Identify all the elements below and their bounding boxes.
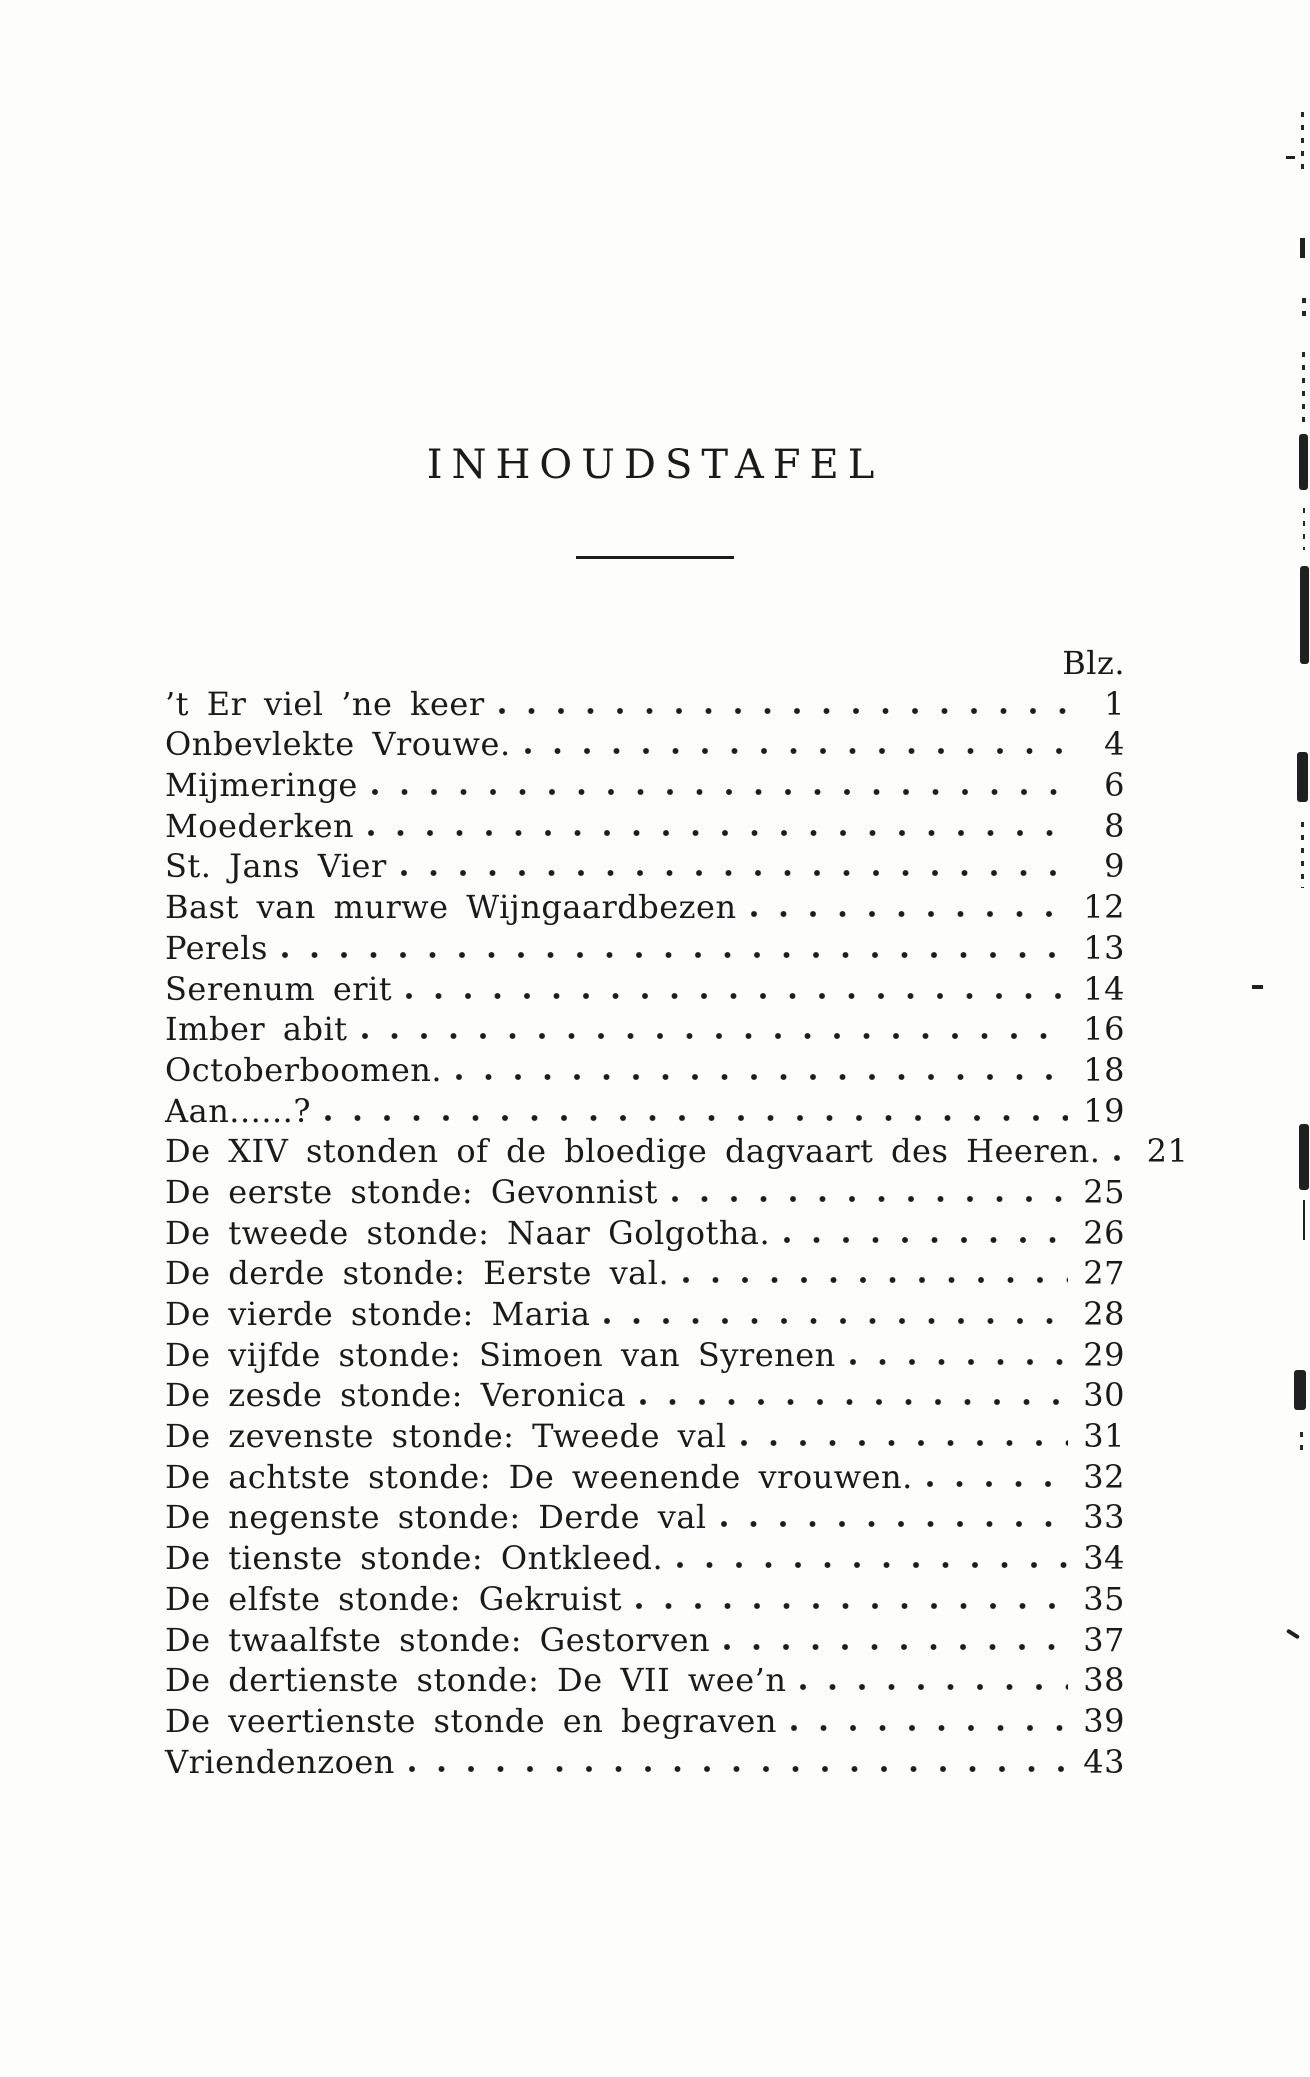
toc-entry: [165, 1213, 1125, 1254]
toc-entry: [165, 1009, 1125, 1050]
scan-artifact: [1303, 508, 1305, 550]
toc-entry-page-number: 21: [1146, 1132, 1189, 1171]
scan-artifact: [1252, 985, 1263, 989]
dot-leader: [635, 1602, 1068, 1610]
toc-entry: [165, 1457, 1125, 1498]
dot-leader: [498, 707, 1068, 715]
toc-entry-title: De veertienste stonde en begraven: [165, 1701, 777, 1740]
toc-entry-title: Mijmeringe: [165, 766, 358, 805]
dot-leader: [676, 1561, 1068, 1569]
toc-entry-title: De negenste stonde: Derde val: [165, 1498, 707, 1537]
toc-entry-title: De vierde stonde: Maria: [165, 1295, 591, 1333]
toc-entry: [165, 1091, 1125, 1132]
toc-entry: [165, 684, 1125, 725]
toc-entry-page-number: 34: [1083, 1539, 1125, 1578]
toc-entry-page-number: 1: [1104, 684, 1125, 723]
toc-entry-page-number: 9: [1104, 847, 1125, 886]
dot-leader: [1113, 1154, 1131, 1162]
toc-entry-title: De dertienste stonde: De VII wee’n: [165, 1661, 787, 1700]
dot-leader: [723, 1643, 1068, 1651]
dot-leader: [720, 1520, 1068, 1528]
toc-entry-page-number: 43: [1083, 1742, 1125, 1781]
toc-entry-title: Octoberboomen.: [165, 1050, 443, 1089]
toc-entry: [165, 806, 1125, 847]
toc-entry-page-number: 29: [1083, 1335, 1125, 1374]
toc-entry-page-number: 18: [1083, 1050, 1125, 1089]
toc-entry: [165, 969, 1125, 1010]
toc-entry: [165, 1579, 1125, 1620]
toc-entry: [165, 846, 1125, 887]
toc-entry: [165, 765, 1125, 806]
toc-entry-page-number: 27: [1083, 1254, 1125, 1293]
dot-leader: [324, 1114, 1068, 1122]
toc-entry-title: Imber abit: [165, 1010, 348, 1049]
dot-leader: [281, 951, 1068, 959]
toc-entry: [165, 1375, 1125, 1416]
toc-entry-title: De zesde stonde: Veronica: [165, 1376, 627, 1415]
toc-content: [165, 643, 1189, 1782]
toc-entry-page-number: 35: [1083, 1579, 1125, 1618]
scan-artifact: [1299, 434, 1308, 490]
dot-leader: [361, 1032, 1068, 1040]
toc-entry-page-number: 14: [1083, 969, 1125, 1008]
toc-entry: [165, 1172, 1125, 1213]
toc-entry-page-number: 12: [1083, 888, 1125, 927]
toc-entry-title: De vijfde stonde: Simoen van Syrenen: [165, 1335, 836, 1374]
dot-leader: [408, 1765, 1068, 1773]
toc-entry-title: Perels: [165, 928, 268, 967]
dot-leader: [790, 1724, 1068, 1732]
dot-leader: [849, 1358, 1068, 1366]
dot-leader: [750, 910, 1068, 918]
dot-leader: [405, 992, 1068, 1000]
toc-entry-title: De achtste stonde: De weenende vrouwen.: [165, 1457, 913, 1496]
toc-entry-page-number: 33: [1083, 1498, 1125, 1537]
scan-artifact: [1300, 566, 1309, 664]
dot-leader: [740, 1439, 1068, 1447]
toc-entry-page-number: 37: [1083, 1620, 1125, 1659]
toc-entry-title: De XIV stonden of de bloedige dagvaart des Heeren.: [165, 1132, 1101, 1171]
toc-entry-title: Bast van murwe Wijngaardbezen: [165, 888, 737, 927]
toc-entry-page-number: 6: [1104, 766, 1125, 805]
toc-entry: [165, 887, 1125, 928]
scan-artifact: [1286, 1629, 1300, 1640]
toc-entry-title: De eerste stonde: Gevonnist: [165, 1172, 658, 1211]
toc-entry-title: De tweede stonde: Naar Golgotha.: [165, 1213, 771, 1252]
dot-leader: [639, 1398, 1068, 1406]
toc-entry-page-number: 8: [1104, 806, 1125, 845]
dot-leader: [671, 1195, 1068, 1203]
dot-leader: [799, 1683, 1068, 1691]
toc-entry-title: De twaalfste stonde: Gestorven: [165, 1620, 711, 1659]
toc-entry: [165, 1742, 1125, 1783]
scan-artifact: [1300, 238, 1305, 258]
toc-entry: [165, 1294, 1125, 1335]
toc-entry-page-number: 28: [1083, 1295, 1125, 1333]
toc-entry-page-number: 39: [1083, 1701, 1125, 1740]
scan-artifact: [1294, 1370, 1306, 1410]
toc-entry-page-number: 26: [1083, 1213, 1125, 1252]
toc-entry: [165, 1497, 1125, 1538]
toc-entry: [165, 1620, 1125, 1661]
scan-artifact: [1300, 1432, 1303, 1458]
toc-entry-page-number: 16: [1083, 1010, 1125, 1049]
dot-leader: [926, 1480, 1068, 1488]
toc-entry-title: Vriendenzoen: [165, 1742, 395, 1781]
dot-leader: [367, 829, 1068, 837]
title-divider: [576, 556, 734, 559]
toc-entry-title: De derde stonde: Eerste val.: [165, 1254, 670, 1293]
toc-entry-page-number: 31: [1083, 1417, 1125, 1456]
page-title: INHOUDSTAFEL: [426, 442, 884, 488]
dot-leader: [783, 1236, 1068, 1244]
toc-entry: [165, 1253, 1125, 1294]
scan-artifact: [1301, 822, 1304, 888]
toc-entry-page-number: 25: [1083, 1172, 1125, 1211]
toc-entry: [165, 1050, 1125, 1091]
toc-entry: [165, 1660, 1125, 1701]
dot-leader: [603, 1317, 1068, 1325]
toc-entry-title: De zevenste stonde: Tweede val: [165, 1417, 727, 1456]
toc-entry: [165, 1131, 1189, 1172]
toc-entry-page-number: 13: [1083, 928, 1125, 967]
toc-entry: [165, 928, 1125, 969]
toc-entry: [165, 724, 1125, 765]
dot-leader: [455, 1073, 1068, 1081]
dot-leader: [371, 788, 1068, 796]
scan-artifact: [1299, 1124, 1309, 1190]
scan-artifact: [1303, 1200, 1305, 1240]
toc-entry-title: Serenum erit: [165, 969, 393, 1008]
toc-entry-title: ’t Er viel ’ne keer: [165, 684, 485, 723]
dot-leader: [524, 747, 1068, 755]
toc-entry-title: De elfste stonde: Gekruist: [165, 1579, 623, 1618]
page-number-column-header: Blz.: [1062, 644, 1125, 682]
toc-entry-page-number: 4: [1104, 725, 1125, 764]
scan-artifact: [1297, 752, 1308, 802]
scan-artifact: [1302, 352, 1305, 424]
toc-entry-title: Onbevlekte Vrouwe.: [165, 725, 511, 764]
toc-entry: [165, 1701, 1125, 1742]
toc-entry-page-number: 30: [1083, 1376, 1125, 1415]
toc-entry: [165, 1538, 1125, 1579]
toc-entry-page-number: 38: [1083, 1661, 1125, 1700]
toc-entry-title: St. Jans Vier: [165, 847, 387, 886]
toc-list: [165, 684, 1189, 1783]
scan-artifact: [1302, 298, 1306, 324]
scan-artifact: [1301, 112, 1304, 172]
toc-entry-page-number: 19: [1083, 1091, 1125, 1130]
dot-leader: [400, 869, 1068, 877]
toc-entry-page-number: 32: [1083, 1457, 1125, 1496]
toc-entry-title: Aan......?: [165, 1091, 311, 1130]
toc-entry: [165, 1335, 1125, 1376]
toc-entry-title: De tienste stonde: Ontkleed.: [165, 1539, 664, 1578]
dot-leader: [682, 1276, 1068, 1284]
toc-entry-title: Moederken: [165, 806, 355, 845]
scan-artifact: [1286, 156, 1295, 159]
toc-entry: [165, 1416, 1125, 1457]
